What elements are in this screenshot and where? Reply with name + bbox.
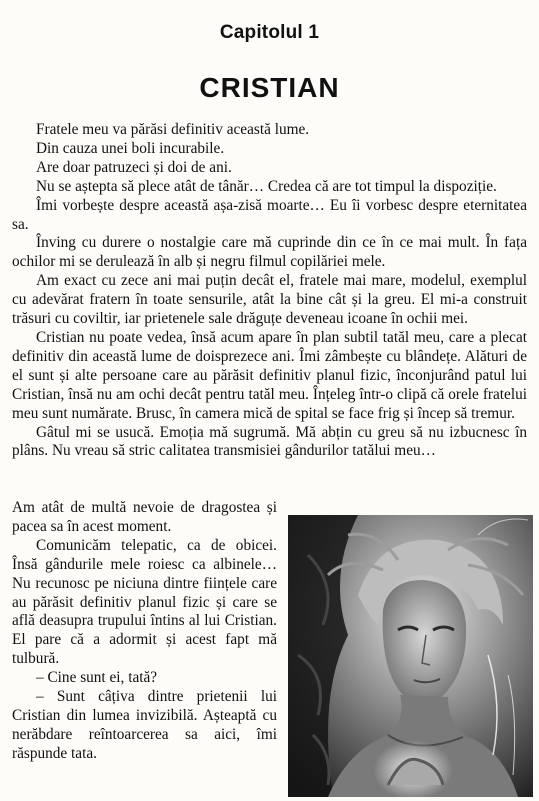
paragraph: Am exact cu zece ani mai puțin decât el, fratele mai mare, modelul, exemplul cu adevărat fratern în toate sensurile, atât la bine cât și la greu. El mi-a construit trăsuri cu coviltir, iar prietenele sale drăguțe deveneau icoane în ochii mei. (12, 272, 527, 328)
angel-portrait-illustration (288, 515, 533, 797)
paragraph: Am atât de multă nevoie de dragostea și pacea sa în acest moment. (12, 499, 277, 535)
paragraph: Nu se aștepta să plece atât de tânăr… Credea că are tot timpul la dispoziție. (36, 177, 497, 195)
column-text (12, 499, 277, 764)
paragraph: Comunicăm telepatic, ca de obicei. Însă gândurile mele roiesc ca albinele… Nu recunosc pe niciuna dintre ființele care au părăsit definitiv planul fizic și care se află deasupra trupului întins al lui Cristian. El pare că a adormit și acest fapt mă tulbură. (12, 536, 277, 668)
paragraph: Înving cu durere o nostalgie care mă cuprinde din ce în ce mai mult. În fața ochilor mi se derulează în alb și negru filmul copilăriei mele. (12, 234, 527, 271)
paragraph: Gâtul mi se usucă. Emoția mă sugrumă. Mă abțin cu greu să nu izbucnesc în plâns. Nu vreau să stric calitatea transmisiei gândurilor tatălui meu… (12, 423, 527, 460)
chapter-title: CRISTIAN (199, 72, 340, 103)
paragraph: Are doar patruzeci și doi de ani. (36, 158, 232, 176)
paragraph: Fratele meu va părăsi definitiv această lume. (36, 121, 310, 138)
paragraph: Cristian nu poate vedea, însă acum apare în plan subtil tatăl meu, care a plecat definitiv din această lume de doisprezece ani. Îmi zâmbește cu blândețe. Alături de el sunt și alte persoane care au părăsit definitiv planul fizic, înconjurând patul lui Cristian, însă nu am ochi decât pentru tatăl meu. Înțeleg într-o clipă că orele fratelui meu sunt numărate. Brusc, în camera mică de spital se face frig și încep să tremur. (12, 328, 527, 422)
chapter-heading: Capitolul 1 (219, 22, 320, 43)
main-text (12, 121, 527, 461)
paragraph: – Cine sunt ei, tată? (36, 669, 158, 687)
paragraph: Îmi vorbește despre această așa-zisă moarte… Eu îi vorbesc despre eternitatea sa. (12, 196, 527, 233)
paragraph: – Sunt câțiva dintre prietenii lui Cristian din lumea invizibilă. Așteaptă cu nerăbdare reîntoarcerea sa aici, îmi răspunde tata. (12, 688, 277, 762)
paragraph: Din cauza unei boli incurabile. (36, 139, 225, 157)
